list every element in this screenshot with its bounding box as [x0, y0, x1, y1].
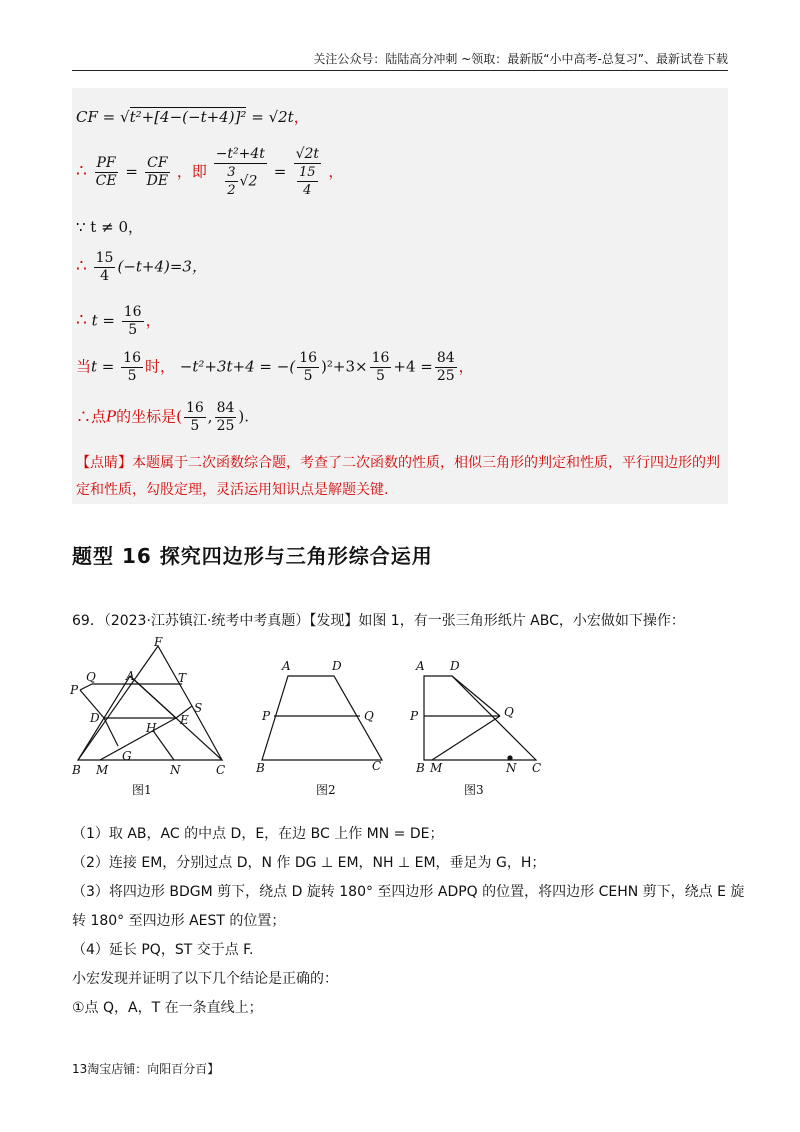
step-item: 小宏发现并证明了以下几个结论是正确的：	[72, 971, 338, 987]
label: C	[532, 761, 542, 775]
ratio-end: ，	[328, 162, 344, 181]
step-item: （4）延长 PQ，ST 交于点 F.	[72, 942, 254, 958]
header-rule	[72, 70, 728, 71]
equation-line	[76, 250, 207, 285]
segment-dg	[104, 718, 118, 746]
frac-den: 25	[436, 368, 455, 384]
caption: 图1	[132, 783, 152, 797]
coordinate-line	[76, 400, 249, 435]
frac-den: 5	[127, 368, 137, 384]
frac-den: DE	[146, 173, 169, 189]
frac-den: CE	[95, 173, 117, 189]
expr: )²+3×	[321, 357, 368, 376]
caption: 图2	[316, 783, 336, 797]
segment-dq	[452, 676, 500, 716]
line-end: ，	[458, 357, 474, 376]
label: B	[256, 761, 265, 775]
frac-num: 16	[371, 350, 390, 366]
label: D	[332, 659, 342, 673]
label: G	[122, 749, 132, 763]
frac-num: 16	[185, 400, 204, 416]
frac-den: 5	[128, 322, 138, 338]
figure-3	[424, 676, 536, 760]
trapezoid-abcd	[424, 676, 536, 760]
t-nonzero-line: ∵ t ≠ 0，	[76, 218, 143, 236]
frac-num: 15	[95, 250, 114, 266]
label: E	[180, 713, 189, 727]
figures	[70, 636, 550, 806]
label: P	[410, 709, 419, 723]
label: M	[96, 763, 109, 777]
frac-den: 25	[216, 418, 235, 434]
step-item: （2）连接 EM，分别过点 D，N 作 DG ⊥ EM，NH ⊥ EM，垂足为 G，H；	[72, 855, 546, 871]
page-header: 关注公众号：陆陆高分冲刺 ~领取：最新版“小中高考-总复习”、最新试卷下载	[313, 52, 728, 66]
frac-num: 84	[436, 350, 455, 366]
label: S	[194, 701, 203, 715]
therefore: ∴	[76, 310, 87, 331]
frac-num: 16	[123, 350, 141, 366]
cf-eq: =	[251, 108, 264, 126]
label: Q	[364, 709, 374, 723]
segment-nh	[154, 732, 174, 760]
segment-mq	[432, 716, 500, 760]
frac-num: 3	[227, 165, 236, 180]
label: A	[126, 669, 135, 683]
step-item: ①点 Q，A，T 在一条直线上；	[72, 1000, 263, 1016]
frac-num: √2t	[295, 146, 320, 162]
label: C	[372, 759, 382, 773]
caption: 图3	[464, 783, 484, 797]
cf-lhs: CF =	[76, 108, 116, 126]
cf-end: ，	[293, 108, 309, 126]
frac-num: 84	[216, 400, 235, 416]
page-footer: 13淘宝店铺：向阳百分百】	[72, 1062, 220, 1076]
t-eq: t =	[91, 357, 115, 376]
line-end: ).	[238, 407, 250, 426]
cf-radicand: t²+[4−(−t+4)]²	[129, 108, 247, 126]
label: A	[282, 659, 291, 673]
substitute-line	[76, 350, 474, 385]
label: P	[262, 709, 271, 723]
equation-rest: (−t+4)=3，	[117, 257, 207, 276]
ratio-line: ∴ $\frac{PF}{CE}$ = $\frac{CF}{DE}$ ，即 −t²+4t $\frac{3}{2}$ √2 = $\frac{√2t}{\frac{15}{4}}$ ，	[76, 146, 344, 198]
frac-den: 4	[303, 183, 312, 198]
label: N	[170, 763, 181, 777]
frac-num: 16	[299, 350, 318, 366]
point-n	[508, 756, 512, 760]
cf-result: 2t	[278, 108, 294, 126]
frac-num: PF	[96, 155, 116, 171]
segment-pq	[80, 684, 92, 690]
comma: ,	[207, 407, 213, 426]
point-p: P	[106, 407, 117, 426]
segment-ae	[130, 676, 176, 718]
sqrt-sign: √	[120, 108, 130, 126]
dang-text: 当	[76, 357, 92, 376]
label: D	[450, 659, 460, 673]
label: A	[416, 659, 425, 673]
step-item: （3）将四边形 BDGM 剪下，绕点 D 旋转 180° 至四边形 ADPQ 的位置，将四边形 CEHN 剪下，绕点 E 旋	[72, 884, 745, 900]
label: C	[216, 763, 226, 777]
frac-num: 15	[299, 165, 316, 180]
segment-me	[100, 718, 176, 760]
coord-text: 的坐标是(	[116, 407, 182, 426]
label: Q	[86, 670, 96, 684]
therefore: ∴	[76, 256, 87, 277]
label: D	[90, 711, 100, 725]
t-eq: t =	[91, 311, 115, 330]
frac-num: −t²+4t	[215, 146, 265, 162]
frac-den: 5	[190, 418, 200, 434]
step-item: （1）取 AB，AC 的中点 D，E，在边 BC 上作 MN = DE；	[72, 826, 444, 842]
t-value-line	[76, 304, 161, 339]
frac-num: CF	[147, 155, 168, 171]
frac-den: 4	[100, 268, 109, 284]
frac-den: 2	[227, 183, 236, 198]
frac-num: 16	[123, 304, 142, 320]
label: P	[70, 683, 79, 697]
label: M	[430, 761, 443, 775]
label: B	[72, 763, 81, 777]
expr: −t²+3t+4 = −(	[179, 357, 296, 376]
solution-block	[72, 88, 728, 504]
therefore: ∴	[76, 161, 87, 182]
frac-den: √2	[239, 173, 258, 190]
label: H	[146, 721, 157, 735]
dian-text: ∴点	[76, 407, 107, 426]
ji-text: ，即	[176, 162, 207, 181]
label: N	[506, 761, 517, 775]
steps-list	[72, 820, 745, 1023]
expr: +4 =	[393, 357, 433, 376]
frac-den: 5	[376, 368, 385, 384]
label: F	[154, 636, 163, 649]
label: T	[178, 671, 187, 685]
section-title: 题型 16 探究四边形与三角形综合运用	[72, 544, 433, 568]
shi-text: 时，	[145, 357, 176, 376]
label: Q	[504, 705, 514, 719]
line-end: ，	[145, 311, 161, 330]
remark-text: 【点睛】本题属于二次函数综合题，考查了二次函数的性质，相似三角形的判定和性质，平行四边形的判定和性质，勾股定理，灵活运用知识点是解题关键.	[76, 455, 720, 498]
sqrt-sign: √	[268, 108, 279, 126]
cf-line	[76, 106, 309, 127]
label: B	[416, 761, 425, 775]
frac-den: 5	[303, 368, 313, 384]
step-item: 转 180° 至四边形 AEST 的位置；	[72, 913, 286, 929]
problem-intro: 69．（2023·江苏镇江·统考中考真题）【发现】如图 1，有一张三角形纸片 ABC，小宏做如下操作：	[72, 613, 685, 629]
